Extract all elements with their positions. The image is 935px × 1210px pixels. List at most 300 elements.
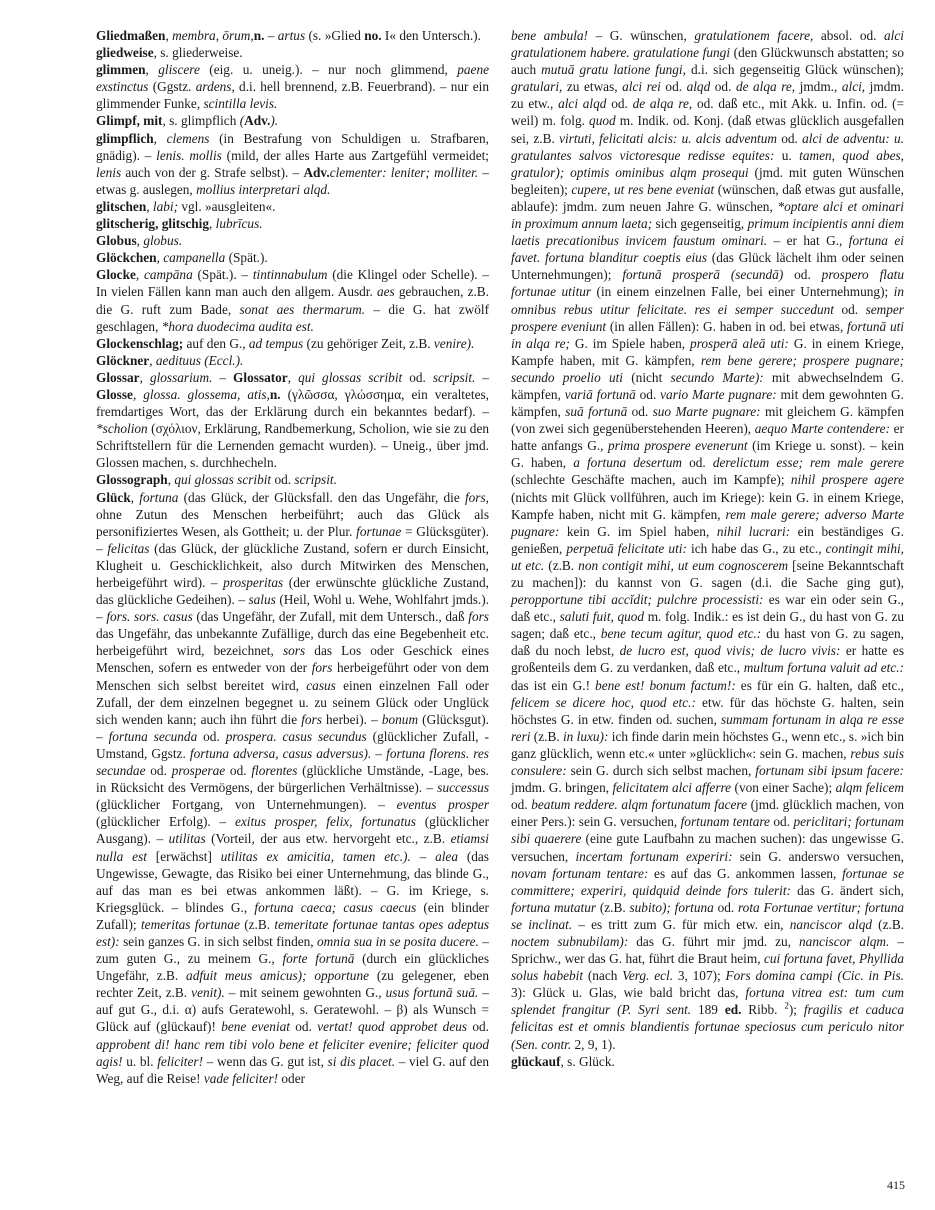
dictionary-entry bbox=[96, 232, 489, 249]
entry-text: u. bl. bbox=[122, 1053, 158, 1069]
dictionary-entry bbox=[511, 27, 904, 1053]
latin-text: fors bbox=[311, 660, 333, 676]
entry-text: , bbox=[165, 28, 173, 43]
entry-text: – die G. hat zwölf geschlagen, bbox=[96, 301, 489, 334]
entry-text: (mild, der alles Harte aus Zartgefühl vermeidet; bbox=[221, 147, 489, 163]
latin-text: alci de adventu: u. gratulantes salvos victoresque redisse equites: bbox=[511, 130, 904, 163]
entry-text: od. bbox=[289, 1019, 318, 1035]
entry-text: (die Klingel oder Schelle). – In vielen Fällen kann man auch den allgem. Ausdr. bbox=[96, 267, 490, 300]
entry-text: (jmd. glücklich machen, von einer Pers.): sein G. versuchen, bbox=[511, 797, 904, 830]
latin-text: aedituus (Eccl.). bbox=[155, 352, 244, 368]
latin-text: bene est! bonum factum!: bbox=[595, 677, 736, 693]
entry-text: (schlechte Geschäfte machen, auch im Kampfe); bbox=[511, 472, 791, 488]
entry-text: 2 bbox=[784, 1000, 789, 1011]
entry-text: auf den G., bbox=[183, 335, 249, 351]
entry-text: , bbox=[132, 386, 144, 402]
entry-text: sein ganzes G. in sich selbst finden, bbox=[119, 933, 318, 949]
latin-text: fortunae bbox=[356, 523, 402, 539]
entry-text: (nichts mit Glück vollführen, auch im Kriege): kein G. in einem Kriege, Kampfe haben, nicht mit G. kämpfen, bbox=[511, 489, 904, 522]
entry-text: (ein blinder Zufall); bbox=[96, 899, 489, 932]
entry-text: (das Ungefähr, der Zufall, mit dem Untersch., daß bbox=[192, 609, 469, 625]
latin-text: campāna bbox=[143, 267, 193, 283]
headword: Glossator bbox=[233, 369, 288, 385]
dictionary-entry bbox=[96, 44, 489, 61]
dictionary-entry bbox=[511, 1053, 904, 1070]
latin-text: in omnibus rebus utitur felicitate. res ei semper succedunt bbox=[511, 284, 904, 317]
entry-text: G. in einem Kriege, Kampfe haben, mit G. kämpfen, bbox=[511, 335, 904, 368]
latin-text: Fors domina campi (Cic. in Pis. bbox=[725, 968, 904, 984]
entry-text: sein G. durch sich selbst machen, bbox=[566, 763, 756, 779]
entry-text: (z.B. bbox=[596, 899, 630, 915]
entry-text: auch von der g. Strafe selbst). – bbox=[121, 164, 304, 180]
entry-text: herbeigeführt oder von dem Menschen sich selbst bereitet wird, bbox=[96, 660, 490, 693]
latin-text: prospera. casus secundus bbox=[225, 728, 367, 744]
headword: Globus bbox=[96, 233, 137, 249]
entry-text: (Heil, Wohl u. Wehe, Wohlfahrt jmds.). – bbox=[96, 592, 489, 625]
entry-text: G. im Spiele haben, bbox=[569, 335, 691, 351]
latin-text: felicitatem alci afferre bbox=[612, 780, 732, 796]
latin-text: fortunam sibi ipsum facere: bbox=[755, 763, 904, 779]
latin-text: gratulationem facere, bbox=[694, 28, 814, 43]
latin-text: virtuti, felicitati alcis: u. alcis adventum bbox=[559, 130, 777, 146]
entry-text: , bbox=[139, 369, 150, 385]
latin-text: fors bbox=[468, 609, 489, 625]
entry-text: es auf das G. ankommen lassen, bbox=[648, 865, 843, 881]
entry-text: – bbox=[371, 745, 387, 761]
entry-text: jmdm. G. bringen, bbox=[511, 780, 613, 796]
entry-text: zu etwas, bbox=[562, 79, 623, 95]
latin-text: fortuna caeca; casus caecus bbox=[254, 899, 417, 915]
headword: Glocke bbox=[96, 267, 136, 283]
headword: Glossar bbox=[96, 369, 140, 385]
dictionary-entry bbox=[96, 112, 489, 129]
entry-text: gebrauchen, z.B. die G. ruft zum Bade, bbox=[96, 284, 490, 317]
latin-text: paene exstinctus bbox=[96, 62, 489, 95]
latin-text: non contigit mihi, ut eum cognoscerem bbox=[578, 557, 789, 573]
entry-text: od. daß etc., mit Akk. u. Infin. od. (= weil) m. folg. bbox=[511, 96, 905, 129]
entry-text: no. bbox=[364, 28, 382, 43]
latin-text: forte fortunā bbox=[282, 951, 355, 967]
latin-text: nihil lucrari: bbox=[716, 523, 791, 539]
entry-text: , bbox=[149, 352, 156, 368]
latin-text: cui fortuna favet, Phyllida solus habebit bbox=[511, 951, 904, 984]
latin-text: scripsit. bbox=[432, 369, 476, 385]
headword: Glöckchen bbox=[96, 250, 157, 266]
entry-text: d.i. sich gegenseitig Glück wünschen); bbox=[685, 62, 904, 78]
entry-text: – es tritt zum G. für mich etw. ein, bbox=[572, 916, 790, 932]
latin-text: fors, bbox=[464, 489, 489, 505]
entry-text: (z.B. bbox=[239, 916, 275, 932]
entry-text: vgl. »ausgleiten«. bbox=[178, 198, 276, 214]
entry-text: – bbox=[475, 369, 489, 385]
latin-text: quod bbox=[589, 113, 616, 129]
dictionary-entry bbox=[96, 369, 489, 472]
entry-text: (in einem einzelnen Falle, bei einer Unternehmung); bbox=[591, 284, 894, 300]
entry-text: (von einer Sache); bbox=[731, 780, 836, 796]
latin-text: fortuna ei favet. fortuna blanditur coeptis eius bbox=[511, 233, 904, 266]
entry-text: od. bbox=[710, 79, 736, 95]
latin-text: Verg. ecl. bbox=[622, 968, 674, 984]
latin-text: felicitas bbox=[107, 540, 150, 556]
latin-text: glossa. glossema, atis, bbox=[143, 386, 270, 402]
latin-text: nihil prospere agere bbox=[790, 472, 904, 488]
entry-text: od. bbox=[511, 797, 532, 813]
entry-text: , s. gliederweise. bbox=[153, 45, 243, 61]
entry-text: m. folg. Indik.: es ist dein G., du hast von G. zu sagen; daß etc., bbox=[511, 609, 905, 642]
latin-text: contingit mihi, ut etc. bbox=[511, 540, 904, 573]
entry-text: (den Glückwunsch abstatten; so auch bbox=[511, 45, 905, 78]
entry-text: (durch ein glückliches Ungefähr, z.B. bbox=[96, 951, 489, 984]
latin-text: alea bbox=[435, 848, 458, 864]
latin-text: fortuna mutatur bbox=[511, 899, 597, 915]
entry-text: 3): Glück u. Glas, wie bald bricht das, bbox=[511, 985, 746, 1001]
latin-text: prosperae bbox=[171, 763, 226, 779]
dictionary-entry bbox=[96, 215, 489, 232]
entry-text: , bbox=[209, 216, 216, 232]
latin-text: campanella bbox=[163, 250, 226, 266]
entry-text: – bbox=[212, 369, 234, 385]
latin-text: venire). bbox=[433, 335, 475, 351]
latin-text: lenis bbox=[96, 164, 122, 180]
entry-text: , bbox=[145, 62, 159, 78]
entry-text: , bbox=[167, 472, 175, 488]
latin-text: temeritate fortunae tantas opes adeptus est): bbox=[96, 916, 490, 949]
headword: Glockenschlag; bbox=[96, 335, 184, 351]
entry-text: (σχόλιον, Erklärung, Randbemerkung, Scholion, wie sie zu den Schriftstellern für die Lernenden gemacht wurden). – Uneig., über jmd. Glossen machen, s. durchhecheln. bbox=[96, 421, 489, 471]
headword: glimmen bbox=[96, 62, 146, 78]
latin-text: fortuna adversa, casus adversus). bbox=[189, 745, 372, 761]
entry-text: ich finde darin mein höchstes G., wenn etc., s. »ich bin ganz glücklich, wenn etc.« unter »glücklich«: sein G. machen, bbox=[511, 728, 904, 761]
latin-text: fortunā uti in alqa re; bbox=[511, 318, 904, 351]
latin-text: nanciscor alqm. bbox=[799, 933, 890, 949]
latin-text: multum fortuna valuit ad etc.: bbox=[743, 660, 904, 676]
entry-text: od. bbox=[271, 472, 295, 488]
entry-text: (das Glück lächelt ihm oder seinen Unternehmungen); bbox=[511, 250, 905, 283]
latin-text: casus bbox=[306, 677, 336, 693]
entry-text: 2, 9, 1). bbox=[571, 1036, 616, 1052]
latin-text: mollius interpretari alqd. bbox=[196, 181, 331, 197]
latin-text: scripsit. bbox=[294, 472, 337, 488]
latin-text: successus bbox=[437, 780, 489, 796]
latin-text: labi; bbox=[152, 198, 179, 214]
dictionary-entry bbox=[96, 130, 489, 198]
entry-text: [erwächst] bbox=[146, 848, 221, 864]
entry-text: Adv. bbox=[303, 164, 330, 180]
latin-text: fortuna vitrea est: tum cum splendet frangitur (P. Syri sent. bbox=[511, 985, 904, 1018]
entry-text: er hatte es großenteils dem G. zu verdanken, daß etc., bbox=[511, 643, 904, 676]
dictionary-entry bbox=[96, 27, 489, 44]
latin-text: prosperā aleā uti: bbox=[690, 335, 789, 351]
entry-text: = Glücksgüter). – bbox=[96, 523, 489, 556]
latin-text: suo Marte pugnare: bbox=[652, 404, 761, 420]
latin-text: eventus prosper bbox=[396, 797, 489, 813]
dictionary-entry bbox=[96, 352, 489, 369]
latin-text: prima prospere evenerunt bbox=[608, 438, 748, 454]
entry-text: ed. bbox=[724, 1002, 742, 1018]
entry-text: od. bbox=[606, 96, 633, 112]
entry-text: du hast von G. zu sagen, daß du noch lebst, bbox=[511, 626, 904, 659]
latin-text: ). bbox=[270, 113, 279, 129]
latin-text: incertam fortunam experiri: bbox=[575, 848, 733, 864]
dictionary-entry bbox=[96, 61, 489, 112]
latin-text: qui glossas scribit bbox=[298, 369, 403, 385]
latin-text: etiamsi nulla est bbox=[96, 831, 489, 864]
latin-text: alqm felicem bbox=[835, 780, 904, 796]
entry-text: (glücklicher Ausgang). – bbox=[96, 814, 489, 847]
latin-text: clemens bbox=[166, 130, 210, 146]
entry-text: (Glücksgut). – bbox=[96, 711, 490, 744]
latin-text: lenis. mollis bbox=[156, 147, 222, 163]
latin-text: gliscere bbox=[158, 62, 200, 78]
entry-text: , bbox=[135, 267, 144, 283]
latin-text: *optare alci et ominari in proximum annum laeta; bbox=[511, 198, 904, 232]
entry-text: herbei). – bbox=[321, 711, 382, 727]
entry-text: – G. wünschen, bbox=[588, 28, 695, 43]
entry-text: (Spät.). – bbox=[192, 267, 253, 283]
latin-text: primum incipientis anni diem laetis precationibus invicem faustum ominari. bbox=[511, 216, 904, 249]
dictionary-entry bbox=[96, 266, 489, 334]
latin-text: felicem se dicere hoc, quod etc.: bbox=[511, 694, 696, 710]
latin-text: usus fortunā suā. bbox=[385, 985, 479, 1001]
entry-text: 189 bbox=[691, 1002, 725, 1018]
entry-text: – zum guten G., zu meinem G., bbox=[96, 933, 489, 967]
latin-text: alci gratulationem habere. gratulatione fungi bbox=[511, 28, 904, 61]
latin-text: novam fortunam tentare: bbox=[511, 865, 649, 881]
entry-text: , bbox=[153, 130, 167, 146]
latin-text: subito); fortuna bbox=[629, 899, 714, 915]
latin-text: ( bbox=[239, 113, 245, 129]
entry-text: das G. ändert sich, bbox=[791, 882, 904, 898]
latin-text: fortuna secunda bbox=[108, 728, 198, 744]
entry-text: es für ein G. halten, daß etc., bbox=[735, 677, 905, 693]
entry-text: (z.B. bbox=[530, 728, 563, 744]
latin-text: aequo Marte contendere: bbox=[754, 421, 891, 437]
entry-text: (s. »Glied bbox=[305, 28, 365, 43]
entry-text: m. Indik. od. Konj. (daß etwas glücklich ausgefallen sei, z.B. bbox=[511, 113, 904, 146]
entry-text: – wenn das G. gut ist, bbox=[203, 1053, 328, 1069]
headword: glitscherig, glitschig bbox=[96, 216, 210, 232]
entry-text: u. bbox=[774, 147, 800, 163]
latin-text: scintilla levis. bbox=[203, 96, 278, 112]
dictionary-entry bbox=[96, 489, 489, 1087]
entry-text: (glücklicher Fortgang, von Unternehmungen). – bbox=[96, 797, 397, 813]
latin-text: salus bbox=[248, 592, 276, 608]
latin-text: nanciscor alqd bbox=[789, 916, 873, 932]
headword: glitschen bbox=[96, 198, 147, 214]
entry-text: od. bbox=[833, 301, 866, 317]
headword: Glosse bbox=[96, 386, 133, 402]
latin-text: utilitas bbox=[168, 831, 206, 847]
latin-text: gratulari, bbox=[511, 79, 563, 95]
headword: Glück bbox=[96, 489, 131, 505]
latin-text: summam fortunam in alqa re esse reri bbox=[511, 711, 904, 744]
entry-text: (z.B. bbox=[544, 557, 579, 573]
entry-text: od. bbox=[682, 455, 713, 471]
entry-text: (zu gelegener, eben rechter Zeit, z.B. bbox=[96, 968, 489, 1001]
entry-text: od. bbox=[225, 763, 252, 779]
entry-text: es war ein oder sein G., daß etc., bbox=[511, 592, 904, 625]
latin-text: ardens bbox=[195, 79, 232, 95]
latin-text: exitus prosper, felix, fortunatus bbox=[234, 814, 416, 830]
entry-text: ohne Zutun des Menschen herbeiführt; auch das Glück als personifiziertes Wesen, als Gottheit; u. der Plur. bbox=[96, 506, 489, 539]
latin-text: approbent di! hanc rem tibi volo bene et feliciter evenire; feliciter quod agis! bbox=[96, 1036, 489, 1069]
entry-text: (das Ungewisse, Gewagte, das Risiko bei einer Unternehmung, das blinde G., auf das man es bei etwas ankommen läßt). – G. im Kriege, s. Kriegsglück. – blindes G., bbox=[96, 848, 489, 915]
entry-text: ); bbox=[788, 1002, 804, 1018]
latin-text: in luxu): bbox=[562, 728, 609, 744]
latin-text: alci, bbox=[841, 79, 866, 95]
latin-text: fortuna bbox=[139, 489, 179, 505]
right-column bbox=[511, 27, 904, 1070]
latin-text: fortunae se committere; experiri, quidquid deinde fors tulerit: bbox=[511, 865, 904, 898]
entry-text: – bbox=[410, 848, 436, 864]
latin-text: fortunam tentare bbox=[680, 814, 770, 830]
latin-text: secundo Marte): bbox=[670, 369, 764, 385]
entry-text: (Spät.). bbox=[225, 250, 268, 266]
dictionary-entry bbox=[96, 335, 489, 352]
latin-text: mutuā gratu latione fungi, bbox=[541, 62, 686, 78]
entry-text: etw. für das höchste G. halten, sein höchstes G. in etw. finden od. suchen, bbox=[511, 694, 905, 727]
entry-text: jmdm., bbox=[795, 79, 842, 95]
latin-text: feliciter! bbox=[157, 1053, 203, 1069]
entry-text: – bbox=[264, 28, 278, 43]
entry-text: (glückliche Umstände, -Lage, bes. in Rücksicht des Vermögens, der bürgerlichen Verhältnisse). – bbox=[96, 763, 489, 796]
latin-text: *hora duodecima audita est. bbox=[161, 318, 314, 334]
latin-text: florentes bbox=[251, 763, 298, 779]
entry-text: – viel G. auf den Weg, auf die Reise! bbox=[96, 1053, 490, 1086]
left-column bbox=[96, 27, 489, 1087]
entry-text: n. bbox=[269, 386, 281, 402]
latin-text: globus. bbox=[143, 233, 183, 249]
entry-text: einen einzelnen Fall oder Zufall, der dem einzelnen begegnet u. zu seinem Glück oder Unglück sich wenden kann; auch ihn führt die bbox=[96, 677, 489, 727]
latin-text: noctem subnubilam): bbox=[511, 933, 629, 949]
entry-text: (glücklicher Erfolg). – bbox=[96, 814, 235, 830]
entry-text: mit gleichem G. kämpfen (von zwei sich gegenüberstehenden Heeren), bbox=[511, 404, 904, 437]
entry-text: od. bbox=[769, 814, 794, 830]
entry-text: – Sprichw., wer das G. hat, führt die Braut heim, bbox=[511, 933, 904, 967]
latin-text: semper prospere eveniunt bbox=[511, 301, 904, 334]
latin-text: ad tempus bbox=[248, 335, 304, 351]
entry-text: jmdm. zu etw., bbox=[511, 79, 905, 112]
latin-text: aes bbox=[376, 284, 395, 300]
entry-text: (der erwünschte glückliche Zustand, das glückliche Gedeihen). – bbox=[96, 575, 489, 608]
entry-text: oder bbox=[278, 1070, 306, 1086]
entry-text: (Ggstz. bbox=[148, 79, 196, 95]
entry-text: (eine gute Laufbahn zu machen suchen): das ungewisse G. versuchen, bbox=[511, 831, 904, 864]
latin-text: beatum reddere. alqm fortunatum facere bbox=[531, 797, 747, 813]
entry-text: od. bbox=[145, 763, 172, 779]
entry-text: (in allen Fällen): G. haben in od. bei etwas, bbox=[606, 318, 848, 334]
latin-text: clementer: leniter; molliter. bbox=[329, 164, 479, 180]
latin-text: artus bbox=[277, 28, 306, 43]
latin-text: perpetuā felicitate uti: bbox=[566, 540, 687, 556]
entry-text: od. bbox=[776, 130, 803, 146]
latin-text: qui glossas scribit bbox=[174, 472, 272, 488]
latin-text: vertat! quod approbet deus bbox=[317, 1019, 468, 1035]
entry-text: sich gegenseitig, bbox=[652, 216, 748, 232]
entry-text: od. bbox=[783, 267, 822, 283]
entry-text: od. bbox=[467, 1019, 489, 1035]
headword: Glimpf, mit bbox=[96, 113, 163, 129]
entry-text: od. bbox=[635, 386, 661, 402]
entry-text: (glücklicher Zufall, -Umstand, Ggstz. bbox=[96, 728, 489, 761]
latin-text: *scholion bbox=[96, 421, 148, 437]
latin-text: bonum bbox=[381, 711, 419, 727]
latin-text: periclitari; fortunam sibi quaerere bbox=[511, 814, 904, 847]
latin-text: fors bbox=[301, 711, 322, 727]
latin-text: a fortuna desertum bbox=[573, 455, 683, 471]
headword: Glöckner bbox=[96, 352, 150, 368]
latin-text: bene tecum agitur, quod etc.: bbox=[600, 626, 762, 642]
entry-text: I« den Untersch.). bbox=[381, 28, 481, 43]
entry-text: , bbox=[136, 233, 144, 249]
entry-text: od. bbox=[713, 899, 738, 915]
latin-text: alqd bbox=[686, 79, 711, 95]
entry-text: (nach bbox=[583, 968, 623, 984]
latin-text: lubrīcus. bbox=[215, 216, 263, 232]
headword: glimpflich bbox=[96, 130, 154, 146]
entry-text: – etwas g. auslegen, bbox=[96, 164, 489, 197]
latin-text: cupere, ut res bene eveniat bbox=[571, 181, 715, 197]
entry-text: , bbox=[130, 489, 140, 505]
latin-text: peropportune tibi accĭdit; pulchre processisti: bbox=[511, 592, 764, 608]
latin-text: tamen, quod abes, gratulor); optimis ominibus alqm prosequi bbox=[511, 147, 905, 180]
entry-text: (nicht bbox=[623, 369, 671, 385]
entry-text: (Vorteil, der aus etw. hervorgeht etc., z.B. bbox=[205, 831, 451, 847]
entry-text: (das Glück, der glückliche Zustand, sofern er durch Einsicht, Klugheit u. Geschicklichkeit, also durch Mitwirken des Menschen, herbeigeführt wird). – bbox=[96, 540, 489, 590]
latin-text: fors. sors. casus bbox=[106, 609, 193, 625]
latin-text: fortuna florens. res secundae bbox=[96, 745, 489, 779]
entry-text: – mit seinem gewohnten G., bbox=[224, 985, 386, 1001]
latin-text: alci rei bbox=[622, 79, 661, 95]
entry-text: 3, 107); bbox=[673, 968, 726, 984]
entry-text: Adv. bbox=[244, 113, 271, 129]
latin-text: derelictum esse; rem male gerere bbox=[712, 455, 904, 471]
headword: glückauf bbox=[511, 1053, 561, 1069]
entry-text: er hatte anfangs G., bbox=[511, 421, 904, 454]
headword: Gliedmaßen bbox=[96, 28, 166, 43]
latin-text: de lucro est, quod vivis; de lucro vivis: bbox=[619, 643, 841, 659]
latin-text: sonat aes thermarum. bbox=[239, 301, 366, 317]
latin-text: prospero flatu fortunae utitur bbox=[511, 267, 904, 300]
entry-text: (wünschen, daß etwas gut ausfalle, ablaufe): jmdm. zum neuen Jahre G. wünschen, bbox=[511, 181, 904, 214]
entry-text: od. bbox=[402, 369, 433, 385]
latin-text: fortunā prosperā (secundā) bbox=[622, 267, 784, 283]
latin-text: rota Fortunae vertitur; fortuna se inclinat. bbox=[511, 899, 904, 932]
entry-text: (im Kriege u. sonst). – kein G. haben, bbox=[511, 438, 904, 471]
latin-text: temeritas fortunae bbox=[140, 916, 240, 932]
latin-text: bene eveniat bbox=[221, 1019, 290, 1035]
entry-text: , s. glimpflich bbox=[162, 113, 240, 129]
entry-text: sein G. anderswo versuchen, bbox=[732, 848, 904, 864]
entry-text: (jmd. mit guten Wünschen begleiten); bbox=[511, 164, 904, 197]
entry-text: (γλῶσσα, γλώσσημα, ein veraltetes, fremdartiges Wort, das der Erklärung durch ein bekanntes bedarf). – bbox=[96, 386, 489, 420]
latin-text: variā fortunā bbox=[564, 386, 636, 402]
latin-text: suā fortunā bbox=[565, 404, 628, 420]
latin-text: de alqa re, bbox=[632, 96, 693, 112]
entry-text: (z.B. bbox=[872, 916, 905, 932]
headword: Glossograph bbox=[96, 472, 168, 488]
entry-text: Ribb. bbox=[741, 1002, 785, 1018]
entry-text: (eig. u. uneig.). – nur noch glimmend, bbox=[199, 62, 458, 78]
entry-text: n. bbox=[253, 28, 265, 43]
latin-text: prosperitas bbox=[223, 575, 284, 590]
entry-text: , bbox=[156, 250, 164, 266]
latin-text: saluti fuit, quod bbox=[559, 609, 645, 625]
latin-text: membra, ōrum, bbox=[172, 28, 254, 43]
page-number: 415 bbox=[887, 1178, 905, 1192]
entry-text: mit abwechselndem G. kämpfen, bbox=[511, 369, 904, 402]
latin-text: vade feliciter! bbox=[203, 1070, 279, 1086]
